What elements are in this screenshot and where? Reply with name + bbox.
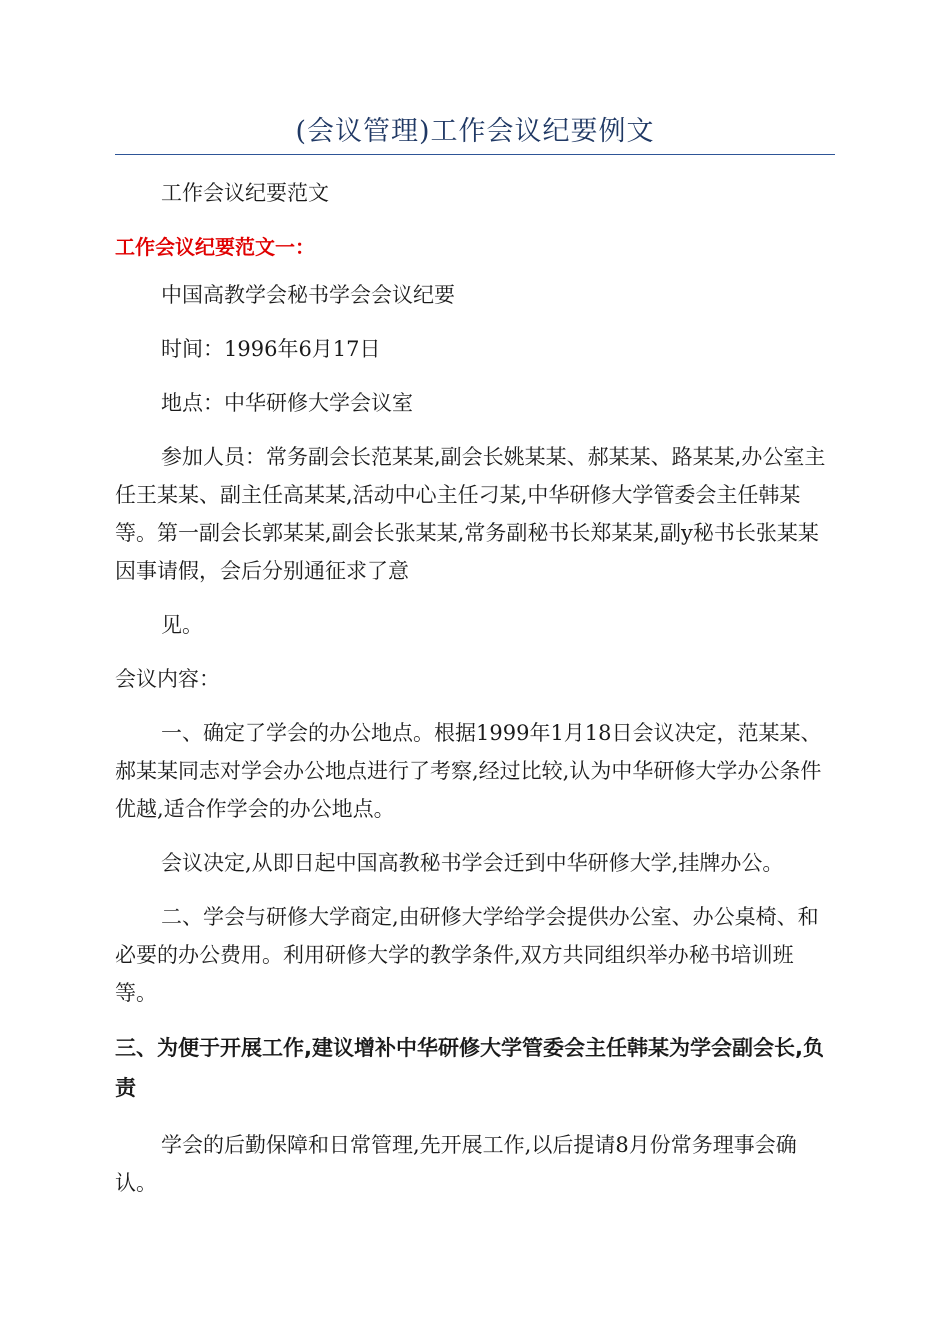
subtitle: 工作会议纪要范文 [161, 181, 329, 205]
section-heading: 工作会议纪要范文一： [115, 235, 315, 259]
item-two: 二、学会与研修大学商定,由研修大学给学会提供办公室、办公桌椅、和必要的办公费用。利用研修大学的教学条件,双方共同组织举办秘书培训班等。 [115, 905, 819, 1005]
attendees-tail: 见。 [161, 613, 203, 637]
item-one: 一、确定了学会的办公地点。根据1999年1月18日会议决定，范某某、郝某某同志对学会办公地点进行了考察,经过比较,认为中华研修大学办公条件优越,适合作学会的办公地点。 [115, 721, 822, 821]
item-three-body: 学会的后勤保障和日常管理,先开展工作,以后提请8月份常务理事会确认。 [115, 1133, 797, 1195]
meeting-time: 时间：1996年6月17日 [161, 337, 381, 361]
content-label: 会议内容： [115, 667, 220, 691]
meeting-location: 地点：中华研修大学会议室 [161, 391, 413, 415]
title-underline [115, 154, 835, 155]
meeting-name: 中国高教学会秘书学会会议纪要 [161, 283, 455, 307]
item-one-decision: 会议决定,从即日起中国高教秘书学会迁到中华研修大学,挂牌办公。 [161, 851, 784, 875]
document-title: (会议管理)工作会议纪要例文 [295, 116, 655, 147]
item-three-heading: 三、为便于开展工作,建议增补中华研修大学管委会主任韩某为学会副会长,负责 [115, 1036, 824, 1100]
attendees-paragraph: 参加人员：常务副会长范某某,副会长姚某某、郝某某、路某某,办公室主任王某某、副主任高某某,活动中心主任刁某,中华研修大学管委会主任韩某等。第一副会长郭某某,副会长张某某,常务副秘书长郑某某,副y秘书长张某某因事请假，会后分别通征求了意 [115, 445, 826, 583]
